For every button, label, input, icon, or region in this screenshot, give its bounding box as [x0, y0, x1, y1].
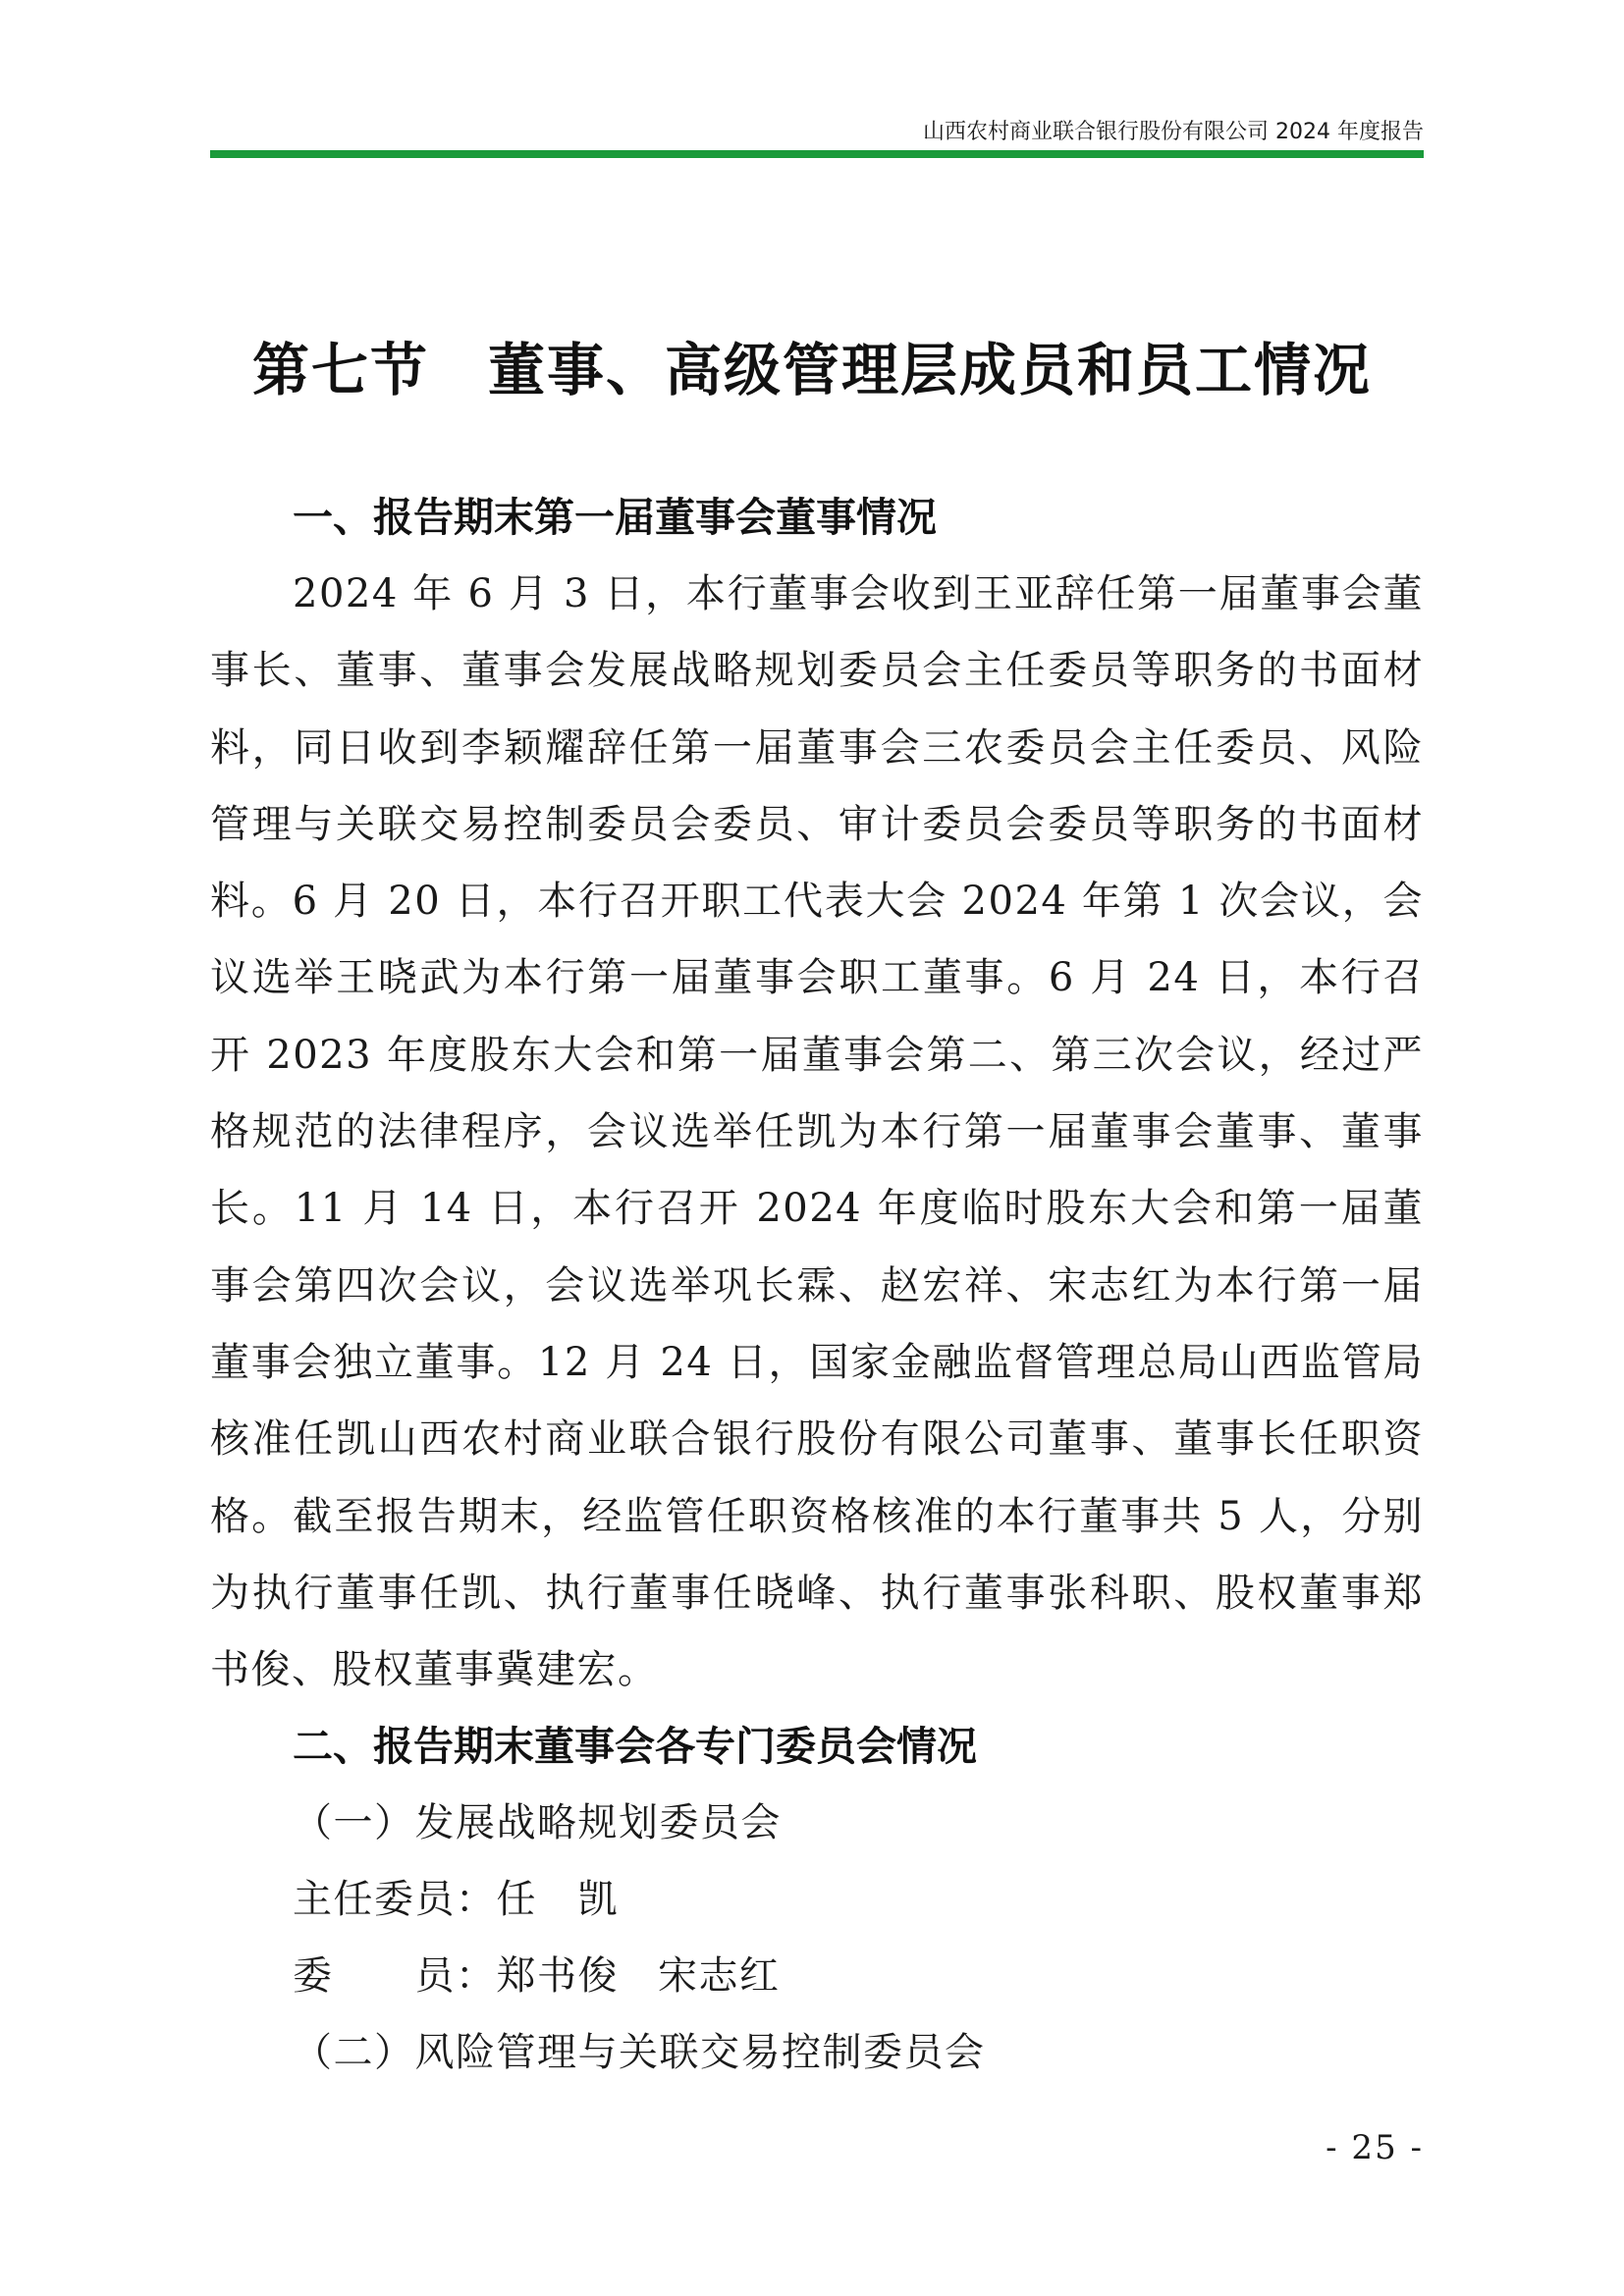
member-b: 宋志红 [658, 1953, 781, 2000]
section-title: 第七节 董事、高级管理层成员和员工情况 [251, 337, 1372, 403]
members-label: 委 员： [293, 1953, 497, 2000]
chair-label: 主任委员： [293, 1877, 497, 1923]
document-body [210, 479, 1424, 2091]
committee2-title: （二）风险管理与关联交易控制委员会 [293, 2030, 986, 2076]
member-a: 郑书俊 [496, 1953, 619, 2000]
part1-paragraph: 2024 年 6 月 3 日，本行董事会收到王亚辞任第一届董事会董事长、董事、董事会发展战略规划委员会主任委员等职务的书面材料，同日收到李颖耀辞任第一届董事会三农委员会主任委员、风险管理与关联交易控制委员会委员、审计委员会委员等职务的书面材料。6 月 20 日，本行召开职工代表大会 2024 年第 1 次会议，会议选举王晓武为本行第一届董事会职工董事。6 月 24 日，本行召开 2023 年度股东大会和第一届董事会第二、第三次会议，经过严格规范的法律程序，会议选举任凯为本行第一届董事会董事、董事长。11 月 14 日，本行召开 2024 年度临时股东大会和第一届董事会第四次会议，会议选举巩长霖、赵宏祥、宋志红为本行第一届董事会独立董事。12 月 24 日，国家金融监督管理总局山西监管局核准任凯山西农村商业联合银行股份有限公司董事、董事长任职资格。截至报告期末，经监管任职资格核准的本行董事共 5 人，分别为执行董事任凯、执行董事任晓峰、执行董事张科职、股权董事郑书俊、股权董事冀建宏。 [210, 571, 1424, 1693]
committee1-members [210, 1938, 1424, 2014]
report-header-title: 山西农村商业联合银行股份有限公司 2024 年度报告 [923, 120, 1424, 144]
header-divider [210, 150, 1424, 158]
page-number: - 25 - [1326, 2128, 1424, 2167]
part1-heading: 一、报告期末第一届董事会董事情况 [293, 494, 937, 541]
committee1-chair [210, 1861, 1424, 1938]
committee1-title: （一）发展战略规划委员会 [293, 1800, 782, 1846]
part2-heading: 二、报告期末董事会各专门委员会情况 [293, 1723, 977, 1771]
chair-name: 任 凯 [496, 1877, 619, 1923]
